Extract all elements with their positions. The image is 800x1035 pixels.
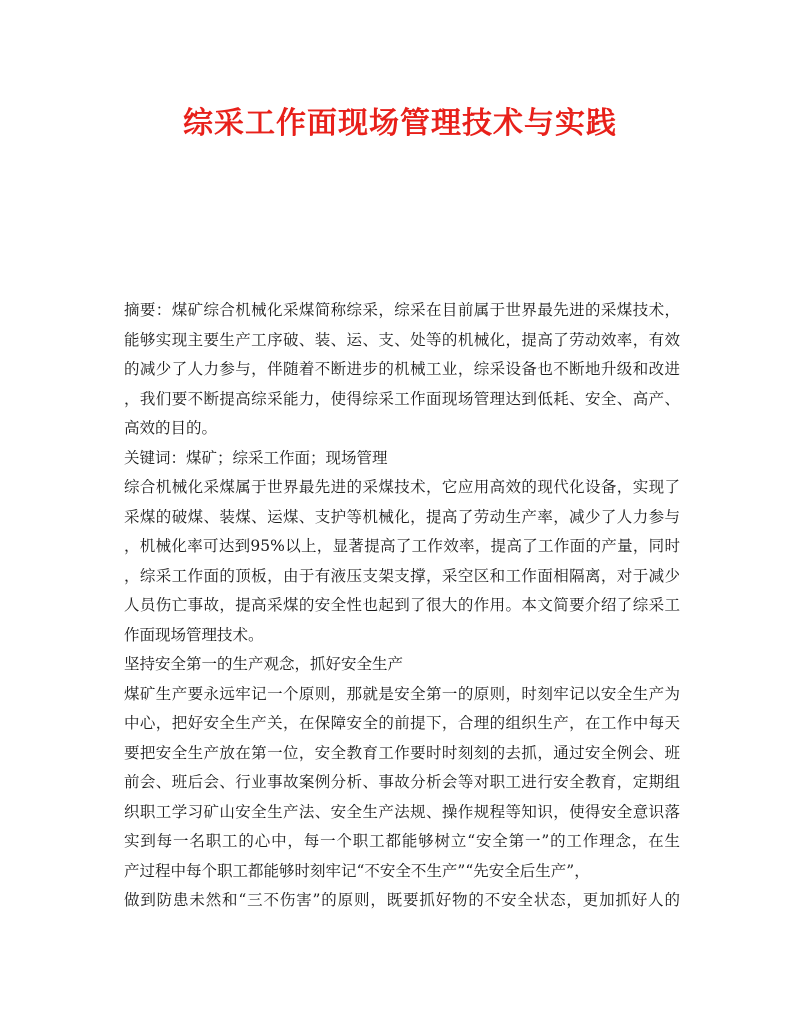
paragraph-line: 实到每一名职工的心中，每一个职工都能够树立“安全第一”的工作理念，在生 <box>124 832 680 850</box>
paragraph-line: ，机械化率可达到95%以上，显著提高了工作效率，提高了工作面的产量，同时 <box>124 537 680 555</box>
abstract-line: ，我们要不断提高综采能力，使得综采工作面现场管理达到低耗、安全、高产、 <box>124 389 680 408</box>
paragraph-line: 要把安全生产放在第一位，安全教育工作要时时刻刻的去抓，通过安全例会、班 <box>124 743 680 762</box>
paragraph-line: 前会、班后会、行业事故案例分析、事故分析会等对职工进行安全教育，定期组 <box>124 773 680 791</box>
keywords-line: 关键词：煤矿；综采工作面；现场管理 <box>124 448 388 467</box>
paragraph-line: 采煤的破煤、装煤、运煤、支护等机械化，提高了劳动生产率，减少了人力参与 <box>124 507 680 526</box>
abstract-line: 的减少了人力参与，伴随着不断进步的机械工业，综采设备也不断地升级和改进 <box>124 360 680 378</box>
paragraph-line: 做到防患未然和“三不伤害”的原则，既要抓好物的不安全状态，更加抓好人的 <box>124 891 680 909</box>
abstract-line: 高效的目的。 <box>124 419 218 437</box>
abstract-line: 能够实现主要生产工序破、装、运、支、处等的机械化，提高了劳动效率，有效 <box>124 330 680 349</box>
paragraph-line: 织职工学习矿山安全生产法、安全生产法规、操作规程等知识，使得安全意识落 <box>124 802 680 821</box>
paragraph-line: 综合机械化采煤属于世界最先进的采煤技术，它应用高效的现代化设备，实现了 <box>124 478 680 496</box>
abstract-line: 摘要：煤矿综合机械化采煤简称综采，综采在目前属于世界最先进的采煤技术， <box>124 301 680 319</box>
paragraph-line: 人员伤亡事故，提高采煤的安全性也起到了很大的作用。本文简要介绍了综采工 <box>124 596 680 614</box>
paragraph-line: 作面现场管理技术。 <box>124 625 264 644</box>
paragraph-line: 产过程中每个职工都能够时刻牢记“不安全不生产”“先安全后生产”， <box>124 861 590 880</box>
paragraph-line: 中心，把好安全生产关，在保障安全的前提下，合理的组织生产，在工作中每天 <box>124 714 680 732</box>
paragraph-line: 煤矿生产要永远牢记一个原则，那就是安全第一的原则，时刻牢记以安全生产为 <box>124 684 680 703</box>
paragraph-line: ，综采工作面的顶板，由于有液压支架支撑，采空区和工作面相隔离，对于减少 <box>124 566 680 585</box>
section-heading: 坚持安全第一的生产观念，抓好安全生产 <box>124 655 404 673</box>
document-title: 综采工作面现场管理技术与实践 <box>183 106 617 141</box>
document-body <box>124 296 680 916</box>
